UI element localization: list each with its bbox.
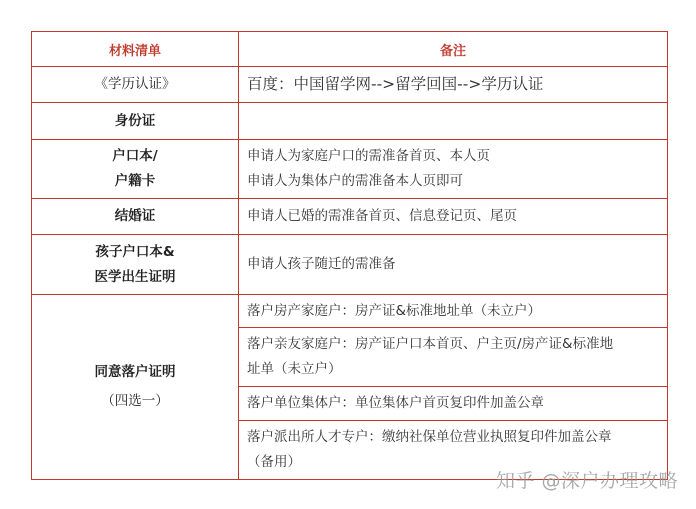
note-line: 落户亲友家庭户：房产证户口本首页、户主页/房产证&标准地 (247, 336, 614, 352)
note-line: 址单（未立户） (247, 361, 342, 377)
row-note (239, 103, 668, 140)
header-notes: 备注 (239, 32, 668, 67)
row-label: 《学历认证》 (32, 67, 239, 103)
table-row (32, 67, 668, 103)
note-line: 申请人为家庭户口的需准备首页、本人页 (247, 148, 490, 164)
label-line: 户口本/ (112, 148, 158, 164)
note-line: 申请人为集体户的需准备本人页即可 (247, 173, 463, 189)
table-header-row (32, 32, 668, 67)
note-line: 落户派出所人才专户：缴纳社保单位营业执照复印件加盖公章 (247, 429, 612, 445)
row-note: 申请人已婚的需准备首页、信息登记页、尾页 (239, 199, 668, 235)
note-line: （备用） (247, 454, 301, 470)
label-subline: （四选一） (101, 393, 169, 409)
label-line: 同意落户证明 (94, 364, 176, 380)
table-row (32, 199, 668, 235)
row-label (32, 140, 239, 199)
row-note: 落户单位集体户：单位集体户首页复印件加盖公章 (239, 387, 668, 421)
table-row (32, 140, 668, 199)
row-note: 落户房产家庭户：房产证&标准地址单（未立户） (239, 295, 668, 328)
label-line: 孩子户口本& (95, 243, 175, 260)
row-note: 申请人孩子随迁的需准备 (239, 235, 668, 295)
table-row (32, 103, 668, 140)
table-row (32, 235, 668, 295)
materials-table (31, 31, 668, 480)
row-note (239, 328, 668, 387)
row-label: 身份证 (32, 103, 239, 140)
table-row (32, 295, 668, 328)
row-label (32, 235, 239, 295)
row-note (239, 140, 668, 199)
header-materials: 材料清单 (32, 32, 239, 67)
row-label (32, 295, 239, 480)
row-note: 百度：中国留学网-->留学回国-->学历认证 (239, 67, 668, 103)
row-label: 结婚证 (32, 199, 239, 235)
watermark: 知乎 @深户办理攻略 (495, 470, 678, 492)
label-line: 医学出生证明 (94, 268, 176, 285)
label-line: 户籍卡 (114, 173, 156, 189)
